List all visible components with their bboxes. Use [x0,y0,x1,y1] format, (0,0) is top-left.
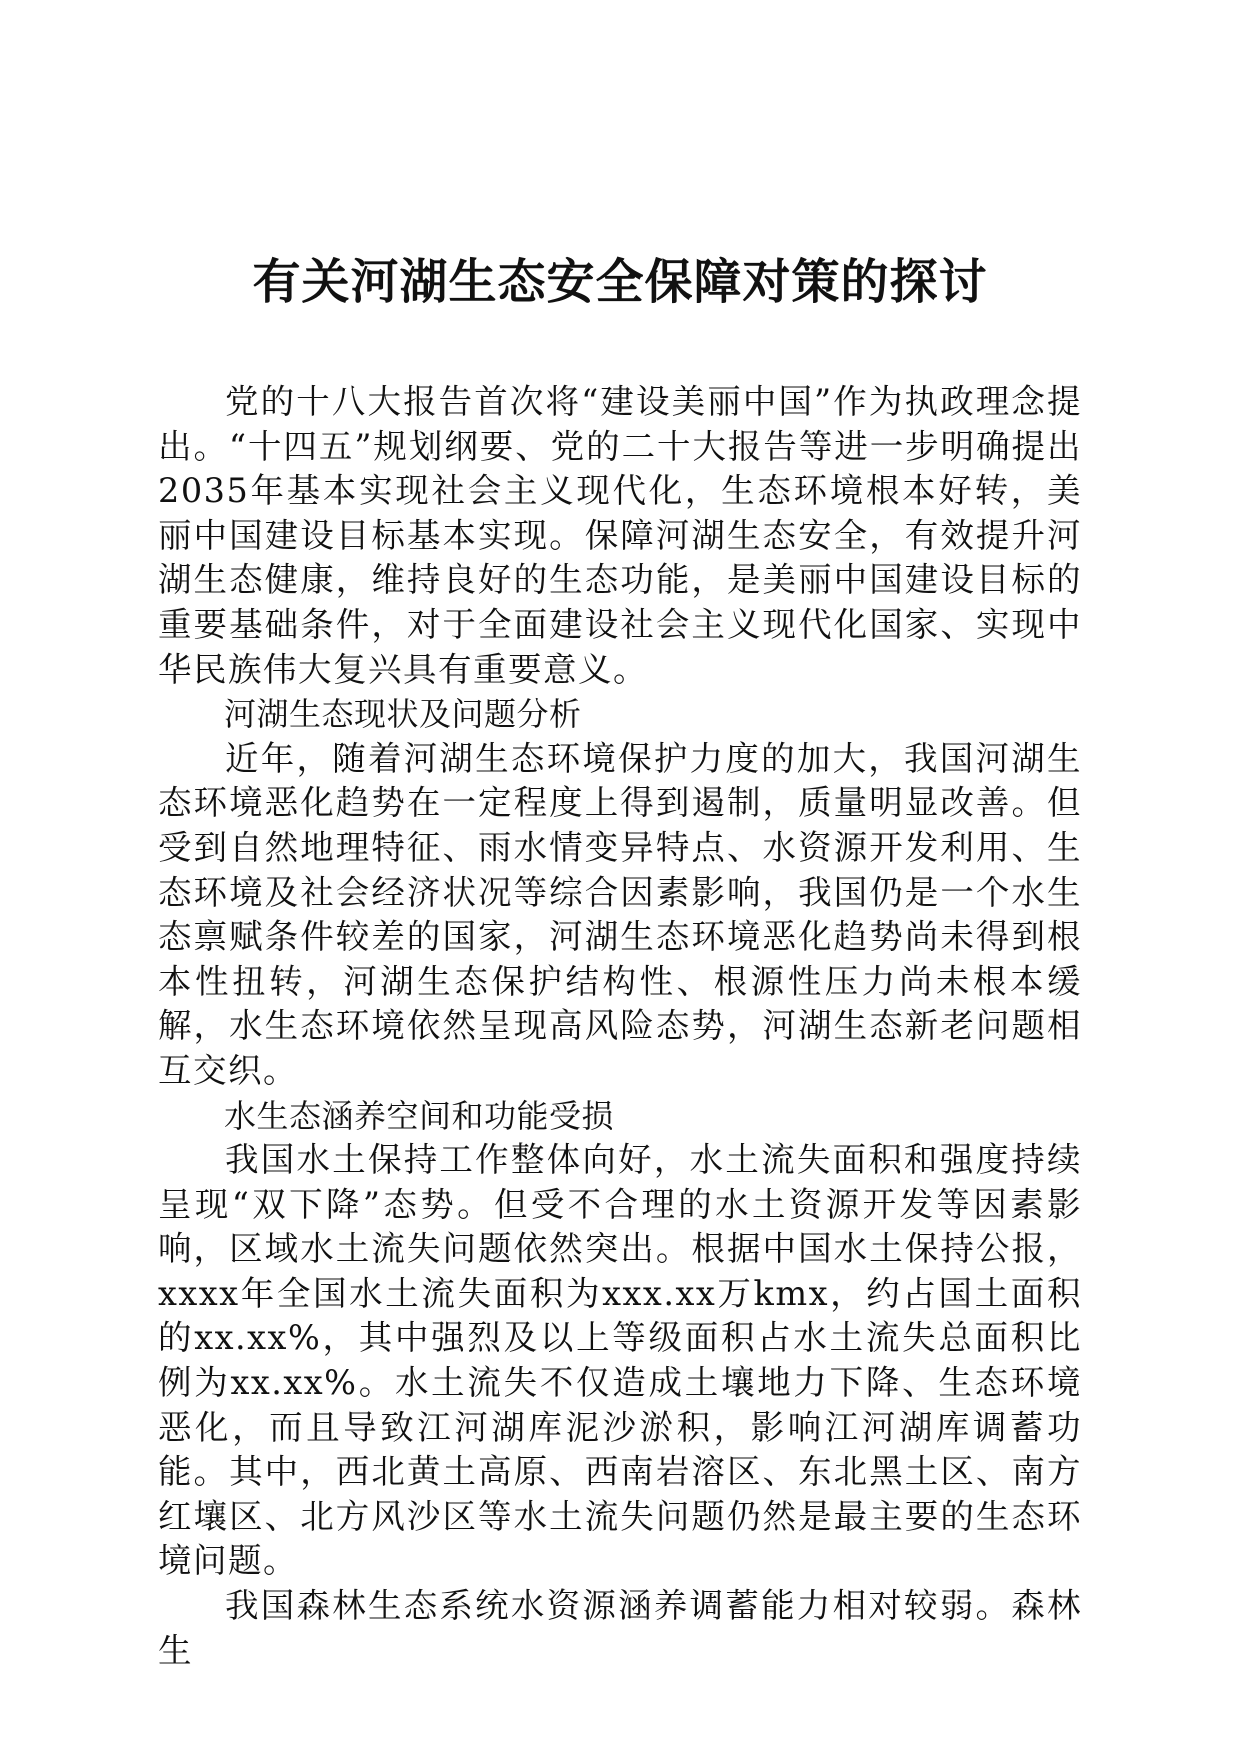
section-heading-status-analysis: 河湖生态现状及问题分析 [224,695,582,734]
paragraph-soil-erosion: 我国水土保持工作整体向好，水土流失面积和强度持续呈现“双下降”态势。但受不合理的水土资源开发等因素影响，区域水土流失问题依然突出。根据中国水土保持公报，xxxx年全国水土流失面积为xxx.xx万kmx，约占国土面积的xx.xx%，其中强烈及以上等级面积占水土流失总面积比例为xx.xx%。水土流失不仅造成土壤地力下降、生态环境恶化，而且导致江河湖库泥沙淤积，影响江河湖库调蓄功能。其中，西北黄土高原、西南岩溶区、东北黑土区、南方红壤区、北方风沙区等水土流失问题仍然是最主要的生态环境问题。 [158,1140,1082,1581]
paragraph-status-analysis: 近年，随着河湖生态环境保护力度的加大，我国河湖生态环境恶化趋势在一定程度上得到遏制，质量明显改善。但受到自然地理特征、雨水情变异特点、水资源开发利用、生态环境及社会经济状况等综合因素影响，我国仍是一个水生态禀赋条件较差的国家，河湖生态环境恶化趋势尚未得到根本性扭转，河湖生态保护结构性、根源性压力尚未根本缓解，水生态环境依然呈现高风险态势，河湖生态新老问题相互交织。 [158,738,1082,1090]
document-body [158,380,1082,1673]
section-heading-conservation-space: 水生态涵养空间和功能受损 [224,1096,615,1135]
paragraph-forest-ecosystem: 我国森林生态系统水资源涵养调蓄能力相对较弱。森林生 [158,1586,1082,1670]
document-title: 有关河湖生态安全保障对策的探讨 [252,254,988,310]
paragraph-intro: 党的十八大报告首次将“建设美丽中国”作为执政理念提出。“十四五”规划纲要、党的二十大报告等进一步明确提出2035年基本实现社会主义现代化，生态环境根本好转，美丽中国建设目标基本实现。保障河湖生态安全，有效提升河湖生态健康，维持良好的生态功能，是美丽中国建设目标的重要基础条件，对于全面建设社会主义现代化国家、实现中华民族伟大复兴具有重要意义。 [158,382,1082,689]
